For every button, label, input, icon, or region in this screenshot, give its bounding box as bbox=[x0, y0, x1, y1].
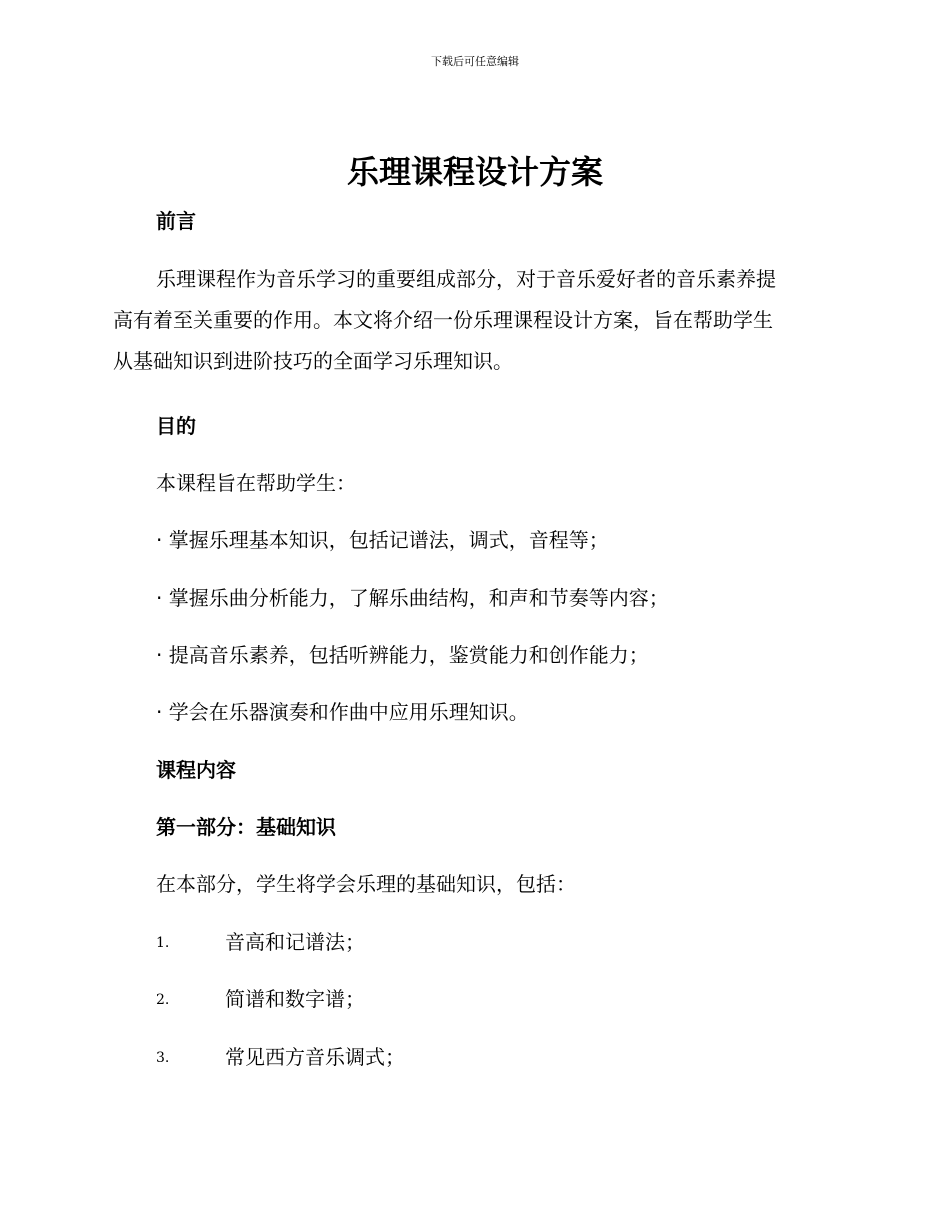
goal-bullet: · 提高音乐素养，包括听辨能力，鉴赏能力和创作能力； bbox=[156, 643, 649, 667]
goal-bullet: · 掌握乐曲分析能力，了解乐曲结构，和声和节奏等内容； bbox=[156, 586, 669, 610]
goal-bullet: · 掌握乐理基本知识，包括记谱法，调式，音程等； bbox=[156, 528, 609, 552]
section-heading-preface: 前言 bbox=[156, 209, 196, 233]
goal-intro: 本课程旨在帮助学生： bbox=[156, 471, 356, 495]
section-heading-goal: 目的 bbox=[156, 414, 196, 438]
preface-paragraph bbox=[113, 265, 833, 388]
section-heading-content: 课程内容 bbox=[156, 758, 236, 782]
preface-line: 高有着至关重要的作用。本文将介绍一份乐理课程设计方案，旨在帮助学生 bbox=[113, 308, 773, 332]
list-item-number: 1. bbox=[156, 935, 170, 951]
list-item-number: 3. bbox=[156, 1050, 170, 1066]
list-item-text: 音高和记谱法； bbox=[225, 930, 365, 954]
goal-bullet: · 学会在乐器演奏和作曲中应用乐理知识。 bbox=[156, 700, 529, 724]
preface-line: 从基础知识到进阶技巧的全面学习乐理知识。 bbox=[113, 349, 513, 373]
part1-intro: 在本部分，学生将学会乐理的基础知识，包括： bbox=[156, 872, 576, 896]
list-item-number: 2. bbox=[156, 992, 170, 1008]
page-header: 下载后可任意编辑 bbox=[431, 55, 519, 68]
document-title: 乐理课程设计方案 bbox=[346, 153, 603, 191]
preface-line: 乐理课程作为音乐学习的重要组成部分，对于音乐爱好者的音乐素养提 bbox=[156, 267, 776, 291]
subsection-heading-part1: 第一部分：基础知识 bbox=[156, 815, 336, 839]
list-item-text: 常见西方音乐调式； bbox=[225, 1045, 405, 1069]
list-item-text: 简谱和数字谱； bbox=[225, 987, 365, 1011]
